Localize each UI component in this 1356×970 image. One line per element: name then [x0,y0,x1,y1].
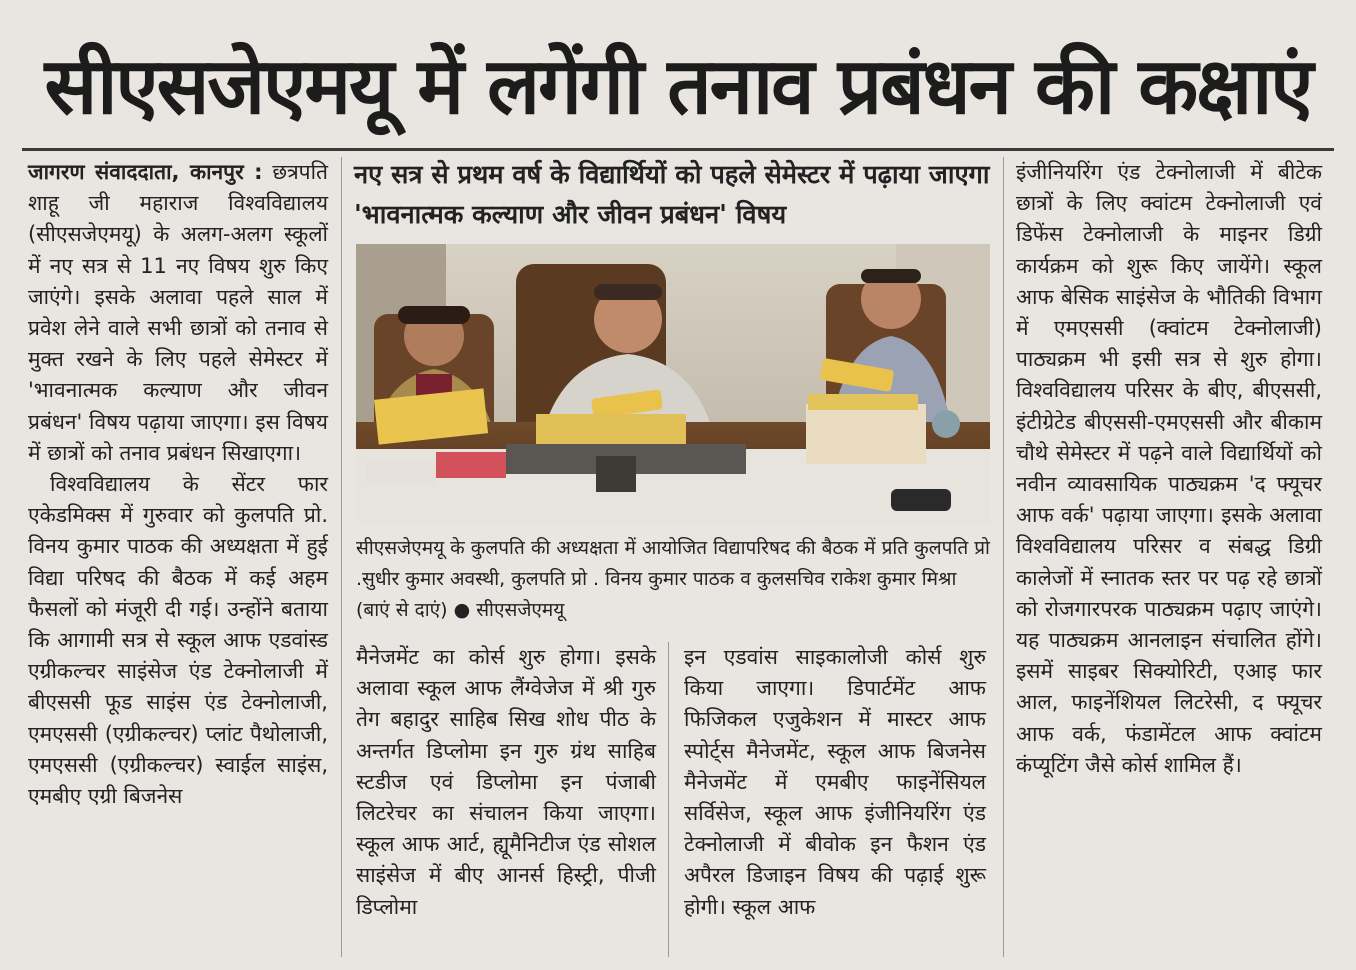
column-1 [28,157,328,812]
column-2-text: मैनेजमेंट का कोर्स शुरु होगा। इसके अलावा स्कूल आफ लैंग्वेजेज में श्री गुरु तेग बहादुर साहिब सिख शोध पीठ के अन्तर्गत डिप्लोमा इन गुरु ग्रंथ साहिब स्टडीज एवं डिप्लोमा इन पंजाबी लिटरेचर का संचालन किया जाएगा। स्कूल आफ आर्ट, ह्यूमैनिटीज एंड सोशल साइंसेज में बीए आनर्स हिस्ट्री, पीजी डिप्लोमा [356,645,656,919]
column-1-paragraph-1 [28,157,328,469]
meeting-photo-illustration [356,244,990,524]
news-photo [356,244,990,524]
photo-caption: सीएसजेएमयू के कुलपति की अध्यक्षता में आयोजित विद्यापरिषद की बैठक में प्रति कुलपति प्रो .सुधीर कुमार अवस्थी, कुलपति प्रो . विनय कुमार पाठक व कुलसचिव राकेश कुमार मिश्रा (बाएं से दाएं) ● सीएसजेएमयू [356,537,990,621]
headline-rule [22,148,1334,151]
column-3 [684,642,986,923]
column-1-p1-text: छत्रपति शाहू जी महाराज विश्वविद्यालय (सीएसजेएमयू) के अलग-अलग स्कूलों में नए सत्र से 11 नए विषय शुरु किए जाएंगे। इसके अलावा पहले साल में प्रवेश लेने वाले सभी छात्रों को तनाव से मुक्त रखने के लिए पहले सेमेस्टर में 'भावनात्मक कल्याण और जीवन प्रबंधन' विषय पढ़ाया जाएगा। इस विषय में छात्रों को तनाव प्रबंधन सिखाएगा। [28,160,328,465]
column-divider [341,157,342,957]
subheading: नए सत्र से प्रथम वर्ष के विद्यार्थियों को पहले सेमेस्टर में पढ़ाया जाएगा 'भावनात्मक कल्याण और जीवन प्रबंधन' विषय [354,160,990,230]
dateline: जागरण संवाददाता, कानपुर : [28,160,263,184]
column-divider-2 [668,642,669,957]
column-3-text: इन एडवांस साइकालोजी कोर्स शुरु किया जाएगा। डिपार्टमेंट आफ फिजिकल एजुकेशन में मास्टर आफ स्पोर्ट्स मैनेजमेंट, स्कूल आफ बिजनेस मैनेजमेंट में एमबीए फाइनेंसियल सर्विसेज, स्कूल आफ इंजीनियरिंग एंड टेक्नोलाजी में बीवोक इन फैशन एंड अपैरल डिजाइन विषय की पढ़ाई शुरू होगी। स्कूल आफ [684,645,986,919]
column-1-paragraph-2: विश्वविद्यालय के सेंटर फार एकेडमिक्स में गुरुवार को कुलपति प्रो. विनय कुमार पाठक की अध्यक्षता में हुई विद्या परिषद की बैठक में कई अहम फैसलों को मंजूरी दी गई। उन्होंने बताया कि आगामी सत्र से स्कूल आफ एडवांस्ड एग्रीकल्चर साइंसेज एंड टेक्नोलाजी में बीएससी फूड साइंस एंड टेक्नोलाजी, एमएससी (एग्रीकल्चर) प्लांट पैथोलाजी, एमएससी (एग्रीकल्चर) स्वाईल साइंस, एमबीए एग्री बिजनेस [28,472,328,809]
column-2 [356,642,656,923]
column-4 [1016,157,1322,781]
headline: सीएसजेएमयू में लगेंगी तनाव प्रबंधन की कक्षाएं [44,42,1312,132]
column-4-text: इंजीनियरिंग एंड टेक्नोलाजी में बीटेक छात्रों के लिए क्वांटम टेक्नोलाजी एवं डिफेंस टेक्नोलाजी के माइनर डिग्री कार्यक्रम को शुरू किए जायेंगे। स्कूल आफ बेसिक साइंसेज के भौतिकी विभाग में एमएससी (क्वांटम टेक्नोलाजी) पाठ्यक्रम भी इसी सत्र से शुरु होगा। विश्वविद्यालय परिसर के बीए, बीएससी, इंटीग्रेटेड बीएससी-एमएससी और बीकाम चौथे सेमेस्टर में पढ़ने वाले विद्यार्थियों को नवीन व्यावसायिक पाठ्यक्रम 'द फ्यूचर आफ वर्क' पढ़ाया जाएगा। इसके अलावा विश्वविद्यालय परिसर व संबद्ध डिग्री कालेजों में स्नातक स्तर पर पढ़ रहे छात्रों को रोजगारपरक पाठ्यक्रम पढ़ाए जाएंगे। यह पाठ्यक्रम आनलाइन संचालित होंगे। इसमें साइबर सिक्योरिटी, एआइ फार आल, फाइनेंशियल लिटरेसी, द फ्यूचर आफ वर्क, फंडामेंटल आफ क्वांटम कंप्यूटिंग जैसे कोर्स शामिल हैं। [1016,160,1322,777]
column-divider-3 [1003,157,1004,957]
